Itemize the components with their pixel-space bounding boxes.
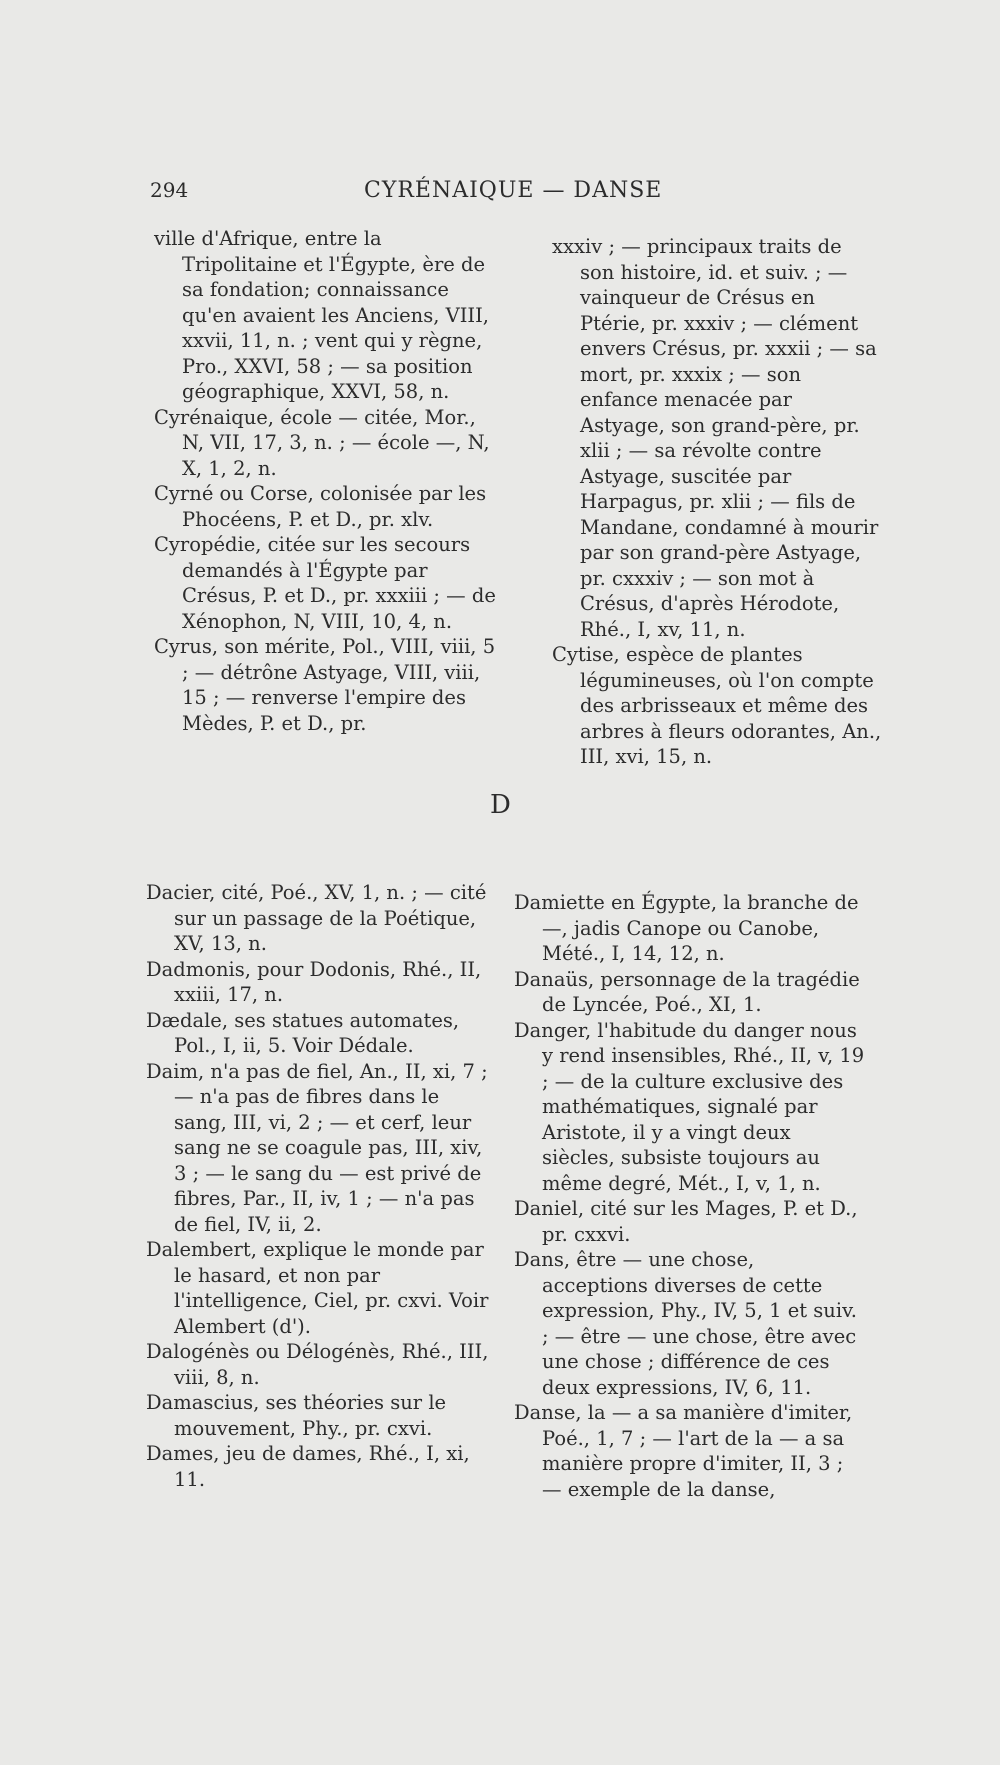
page-number: 294 [150, 178, 189, 202]
index-entry: Dames, jeu de dames, Rhé., I, xi, 11. [146, 1442, 470, 1491]
section-letter: D [490, 790, 511, 820]
index-entry: xxxiv ; — principaux traits de son histoire, id. et suiv. ; — vainqueur de Crésus en Ptérie, pr. xxxiv ; — clément envers Crésus, pr. xxxii ; — sa mort, pr. xxxix ; — son enfance menacée par Astyage, son grand-père, pr. xlii ; — sa révolte contre Astyage, suscitée par Harpagus, pr. xlii ; — fils de Mandane, condamné à mourir par son grand-père Astyage, pr. cxxxiv ; — son mot à Crésus, d'après Hérodote, Rhé., I, xv, 11, n. [552, 235, 879, 641]
index-entry: Damiette en Égypte, la branche de —, jadis Canope ou Canobe, Mété., I, 14, 12, n. [514, 891, 859, 965]
index-entry: Damascius, ses théories sur le mouvement, Phy., pr. cxvi. [146, 1391, 447, 1440]
index-entry: Cyrénaique, école — citée, Mor., N, VII, 17, 3, n. ; — école —, N, X, 1, 2, n. [154, 405, 490, 480]
index-entry: Cyrné ou Corse, colonisée par les Phocéens, P. et D., pr. xlv. [154, 482, 487, 531]
index-entry: Dalembert, explique le monde par le hasard, et non par l'intelligence, Ciel, pr. cxvi. Voir Alembert (d'). [146, 1238, 489, 1338]
index-entry: Cyropédie, citée sur les secours demandés à l'Égypte par Crésus, P. et D., pr. xxxiii ; — de Xénophon, N, VIII, 10, 4, n. [154, 533, 496, 633]
index-column-right-bottom [514, 890, 866, 1502]
index-entry: Danger, l'habitude du danger nous y rend insensibles, Rhé., II, v, 19 ; — de la culture exclusive des mathématiques, signalé par Aristote, il y a vingt deux siècles, subsiste toujours au même degré, Mét., I, v, 1, n. [514, 1018, 865, 1195]
index-entry: Dans, être — une chose, acceptions diverses de cette expression, Phy., IV, 5, 1 et suiv. ; — être — une chose, être avec une chose ; différence de ces deux expressions, IV, 6, 11. [514, 1248, 857, 1399]
index-entry: Cyrus, son mérite, Pol., VIII, viii, 5 ; — détrône Astyage, VIII, viii, 15 ; — renverse l'empire des Mèdes, P. et D., pr. [154, 635, 496, 735]
index-entry: Danaüs, personnage de la tragédie de Lyncée, Poé., XI, 1. [514, 967, 860, 1016]
index-entry: Dædale, ses statues automates, Pol., I, ii, 5. Voir Dédale. [146, 1008, 460, 1057]
index-entry: ville d'Afrique, entre la Tripolitaine et l'Égypte, ère de sa fondation; connaissance qu'en avaient les Anciens, VIII, xxvii, 11, n. ; vent qui y règne, Pro., XXVI, 58 ; — sa position géographique, XXVI, 58, n. [154, 227, 490, 403]
index-column-right-top [552, 234, 882, 770]
running-title: CYRÉNAIQUE — DANSE [364, 178, 663, 203]
index-entry: Daim, n'a pas de fiel, An., II, xi, 7 ; — n'a pas de fibres dans le sang, III, vi, 2 ; — et cerf, leur sang ne se coagule pas, III, xiv, 3 ; — le sang du — est privé de fibres, Par., II, iv, 1 ; — n'a pas de fiel, IV, ii, 2. [146, 1059, 488, 1236]
index-entry: Daniel, cité sur les Mages, P. et D., pr. cxxvi. [514, 1197, 858, 1246]
index-entry: Dacier, cité, Poé., XV, 1, n. ; — cité sur un passage de la Poétique, XV, 13, n. [146, 881, 487, 955]
index-entry: Dadmonis, pour Dodonis, Rhé., II, xxiii, 17, n. [146, 957, 482, 1006]
index-column-left-top [154, 226, 499, 736]
index-column-left-bottom [146, 880, 491, 1492]
index-entry: Dalogénès ou Délogénès, Rhé., III, viii, 8, n. [146, 1340, 489, 1389]
page-header [150, 178, 710, 208]
index-entry: Danse, la — a sa manière d'imiter, Poé., 1, 7 ; — l'art de la — a sa manière propre d'imiter, II, 3 ; — exemple de la danse, [514, 1401, 853, 1501]
index-entry: Cytise, espèce de plantes légumineuses, où l'on compte des arbrisseaux et même des arbres à fleurs odorantes, An., III, xvi, 15, n. [552, 643, 882, 768]
